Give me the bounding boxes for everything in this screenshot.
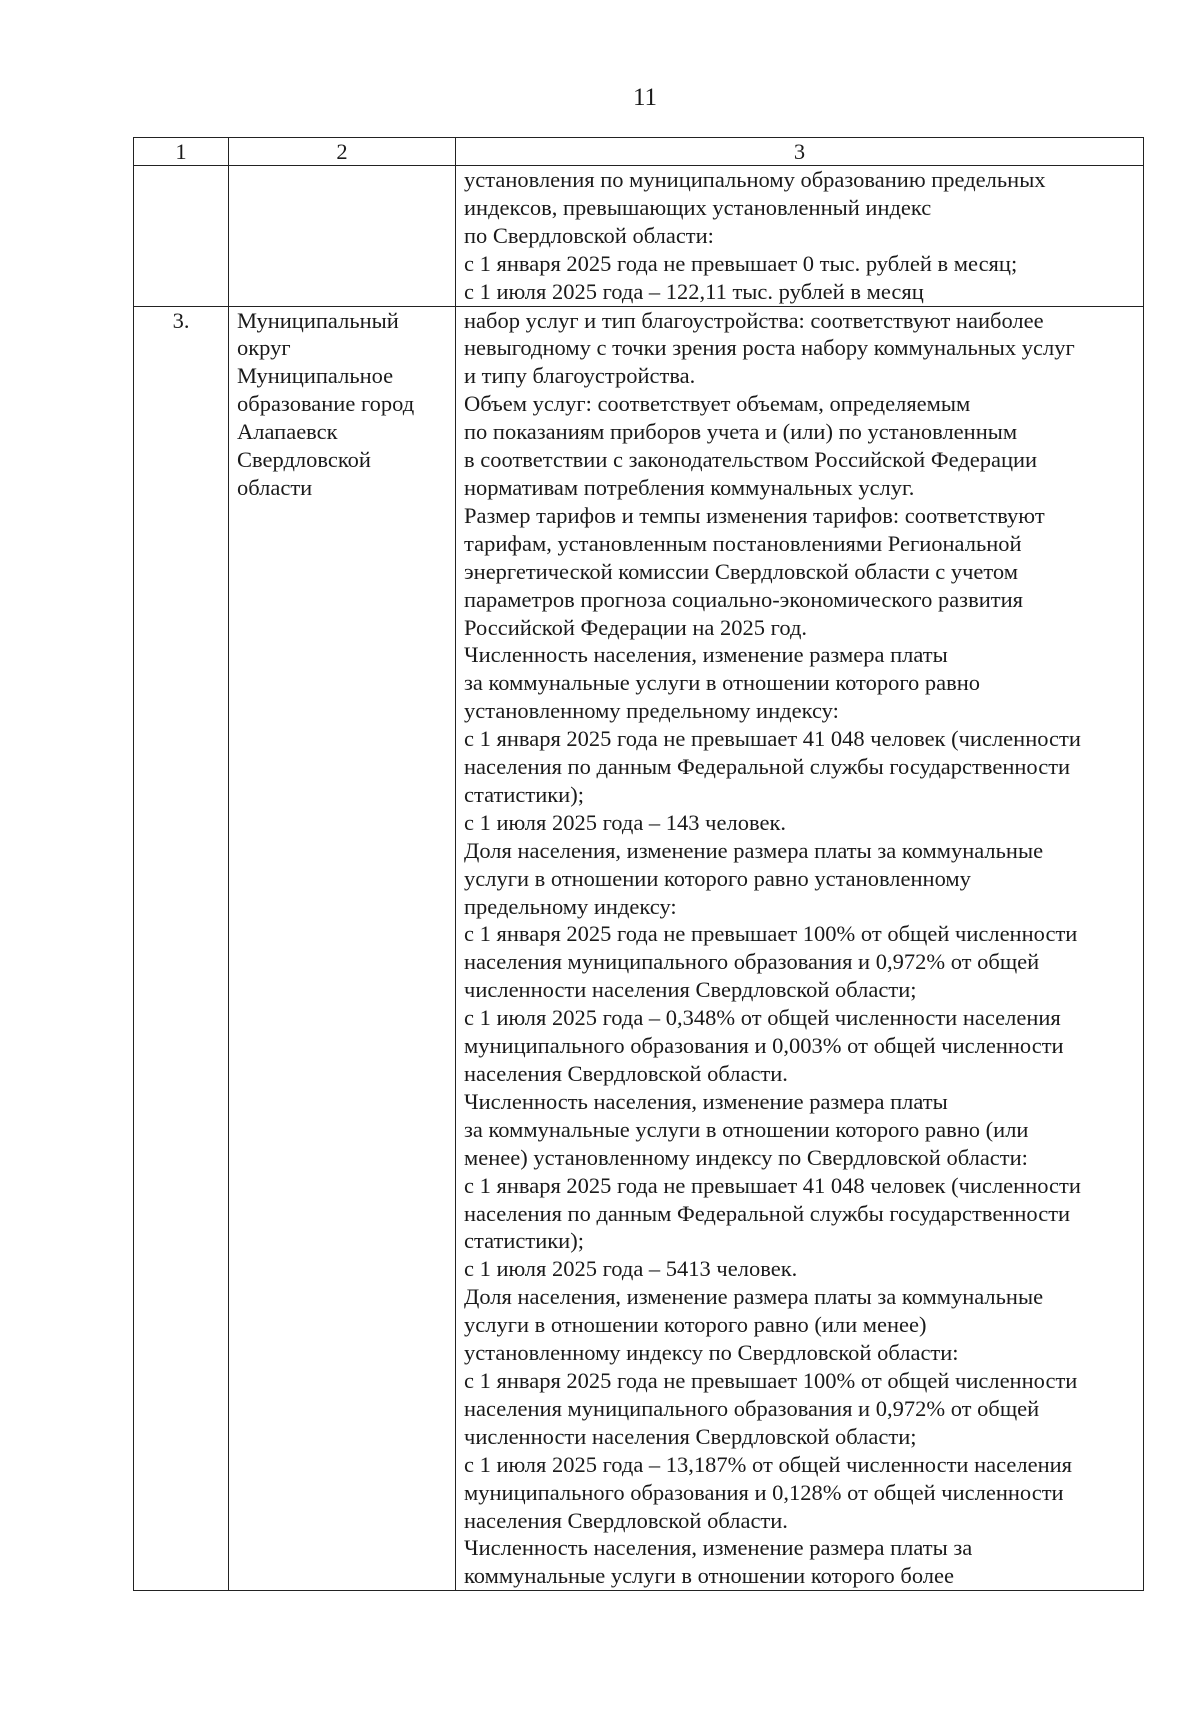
text-line: Свердловской (237, 447, 371, 473)
text-line: муниципального образования и 0,128% от общей численности (464, 1479, 1064, 1505)
text-line: за коммунальные услуги в отношении которого равно (464, 670, 981, 696)
text-line: Объем услуг: соответствует объемам, определяемым (464, 391, 971, 417)
text-line: услуги в отношении которого равно (или менее) (464, 1312, 927, 1338)
row-number-cell (134, 166, 229, 307)
text-line: с 1 июля 2025 года – 13,187% от общей численности населения (464, 1451, 1072, 1477)
text-line: Размер тарифов и темпы изменения тарифов: соответствуют (464, 502, 1045, 528)
text-line: установления по муниципальному образованию предельных (464, 167, 1046, 192)
text-line: населения по данным Федеральной службы государственности (464, 1200, 1071, 1226)
text-line: Муниципальное (237, 363, 394, 389)
text-line: Численность населения, изменение размера платы (464, 642, 948, 668)
text-line: населения муниципального образования и 0,972% от общей (464, 949, 1040, 975)
row-number-cell: 3. (134, 306, 229, 1591)
text-line: населения муниципального образования и 0,972% от общей (464, 1395, 1040, 1421)
text-line: численности населения Свердловской области; (464, 977, 917, 1003)
text-line: с 1 января 2025 года не превышает 100% от общей численности (464, 921, 1078, 947)
description-cell (456, 166, 1144, 307)
text-line: тарифам, установленным постановлениями Региональной (464, 530, 1022, 556)
column-header-3: 3 (456, 138, 1144, 166)
text-line: муниципального образования и 0,003% от общей численности (464, 1033, 1064, 1059)
page-number: 11 (632, 84, 658, 111)
text-line: Алапаевск (237, 419, 338, 445)
text-line: Доля населения, изменение размера платы за коммунальные (464, 837, 1044, 863)
text-line: услуги в отношении которого равно установленному (464, 865, 971, 891)
text-line: населения Свердловской области. (464, 1061, 788, 1086)
table-header-row (134, 138, 1144, 166)
text-line: с 1 июля 2025 года – 143 человек. (464, 809, 786, 835)
text-line: Муниципальный (237, 307, 399, 333)
text-line: Доля населения, изменение размера платы за коммунальные (464, 1284, 1044, 1310)
text-line: установленному индексу по Свердловской области: (464, 1340, 959, 1366)
text-line: невыгодному с точки зрения роста набору коммунальных услуг (464, 335, 1075, 361)
text-line: параметров прогноза социально-экономического развития (464, 586, 1023, 612)
text-line: за коммунальные услуги в отношении которого равно (или (464, 1116, 1029, 1142)
text-line: с 1 января 2025 года не превышает 41 048 человек (численности (464, 726, 1081, 752)
text-line: по Свердловской области: (464, 222, 714, 248)
text-line: коммунальные услуги в отношении которого более (464, 1563, 954, 1589)
text-line: нормативам потребления коммунальных услуг. (464, 474, 915, 500)
text-line: энергетической комиссии Свердловской области с учетом (464, 558, 1018, 584)
text-line: Российской Федерации на 2025 год. (464, 614, 808, 640)
text-line: с 1 июля 2025 года – 122,11 тыс. рублей в месяц (464, 278, 924, 304)
text-line: области (237, 474, 313, 500)
text-line: населения Свердловской области. (464, 1507, 788, 1533)
text-line: с 1 января 2025 года не превышает 100% от общей численности (464, 1367, 1078, 1393)
table-row-3 (134, 306, 1144, 1591)
text-line: набор услуг и тип благоустройства: соответствуют наиболее (464, 307, 1044, 333)
municipality-cell (229, 306, 456, 1591)
text-line: образование город (237, 391, 415, 417)
text-line: предельному индексу: (464, 893, 677, 919)
text-line: статистики); (464, 1228, 584, 1254)
text-line: менее) установленному индексу по Свердловской области: (464, 1144, 1028, 1170)
text-line: и типу благоустройства. (464, 363, 696, 389)
text-line: Численность населения, изменение размера платы за (464, 1535, 973, 1561)
table-row-continuation (134, 166, 1144, 307)
municipality-cell (229, 166, 456, 307)
tariff-table (133, 137, 1144, 1591)
text-line: округ (237, 335, 291, 361)
text-line: в соответствии с законодательством Российской Федерации (464, 447, 1038, 473)
text-line: населения по данным Федеральной службы государственности (464, 754, 1071, 780)
text-line: с 1 января 2025 года не превышает 0 тыс. рублей в месяц; (464, 250, 1018, 276)
text-line: статистики); (464, 781, 584, 807)
text-line: индексов, превышающих установленный индекс (464, 194, 932, 220)
column-header-1: 1 (134, 138, 229, 166)
text-line: Численность населения, изменение размера платы (464, 1088, 948, 1114)
text-line: с 1 января 2025 года не превышает 41 048 человек (численности (464, 1172, 1081, 1198)
text-line: установленному предельному индексу: (464, 698, 839, 724)
text-line: по показаниям приборов учета и (или) по установленным (464, 419, 1018, 445)
description-cell (456, 306, 1144, 1591)
text-line: численности населения Свердловской области; (464, 1423, 917, 1449)
column-header-2: 2 (229, 138, 456, 166)
text-line: с 1 июля 2025 года – 5413 человек. (464, 1256, 798, 1282)
text-line: с 1 июля 2025 года – 0,348% от общей численности населения (464, 1005, 1061, 1031)
